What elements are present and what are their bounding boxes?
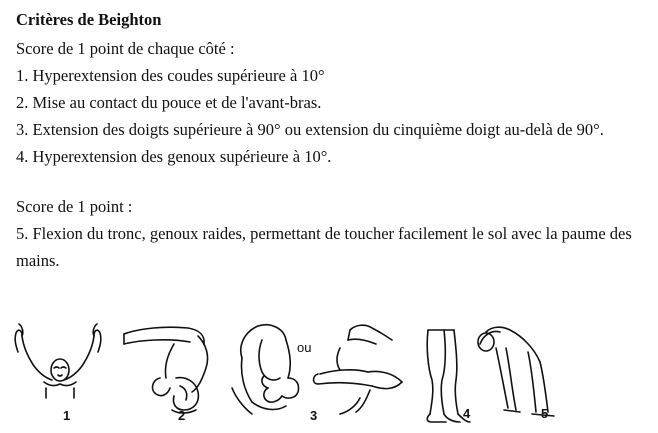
- criterion-3: 3. Extension des doigts supérieure à 90° ou extension du cinquième doigt au-delà de 90°.: [16, 120, 604, 139]
- figure-5-flexion-illustration: [478, 327, 554, 416]
- figure-label-1: 1: [63, 408, 71, 423]
- figure-2-thumb-illustration: [124, 327, 208, 413]
- figure-1-elbows-illustration: [15, 324, 101, 398]
- section1-intro: Score de 1 point de chaque côté :: [16, 39, 235, 58]
- criterion-1: 1. Hyperextension des coudes supérieure à 10°: [16, 66, 325, 85]
- criteria-text: [16, 6, 646, 274]
- figure-3-hand-illustration: [232, 325, 299, 414]
- criterion-4: 4. Hyperextension des genoux supérieure à 10°.: [16, 147, 332, 166]
- illustrations-drawing: [0, 318, 658, 430]
- criterion-5: 5. Flexion du tronc, genoux raides, permettant de toucher facilement le sol avec la paume des mains.: [16, 224, 632, 270]
- figure-3-finger-illustration: [314, 325, 403, 414]
- document-title: Critères de Beighton: [16, 10, 162, 29]
- beighton-illustrations: [0, 318, 658, 430]
- figure-label-3: 3: [310, 408, 318, 423]
- figure-label-4: 4: [463, 406, 471, 421]
- section2-intro: Score de 1 point :: [16, 197, 133, 216]
- criterion-2: 2. Mise au contact du pouce et de l'avant-bras.: [16, 93, 322, 112]
- figure-label-5: 5: [541, 406, 549, 421]
- figure-label-2: 2: [178, 408, 186, 423]
- figure-or-word: ou: [297, 340, 312, 355]
- section-gap: [16, 170, 646, 193]
